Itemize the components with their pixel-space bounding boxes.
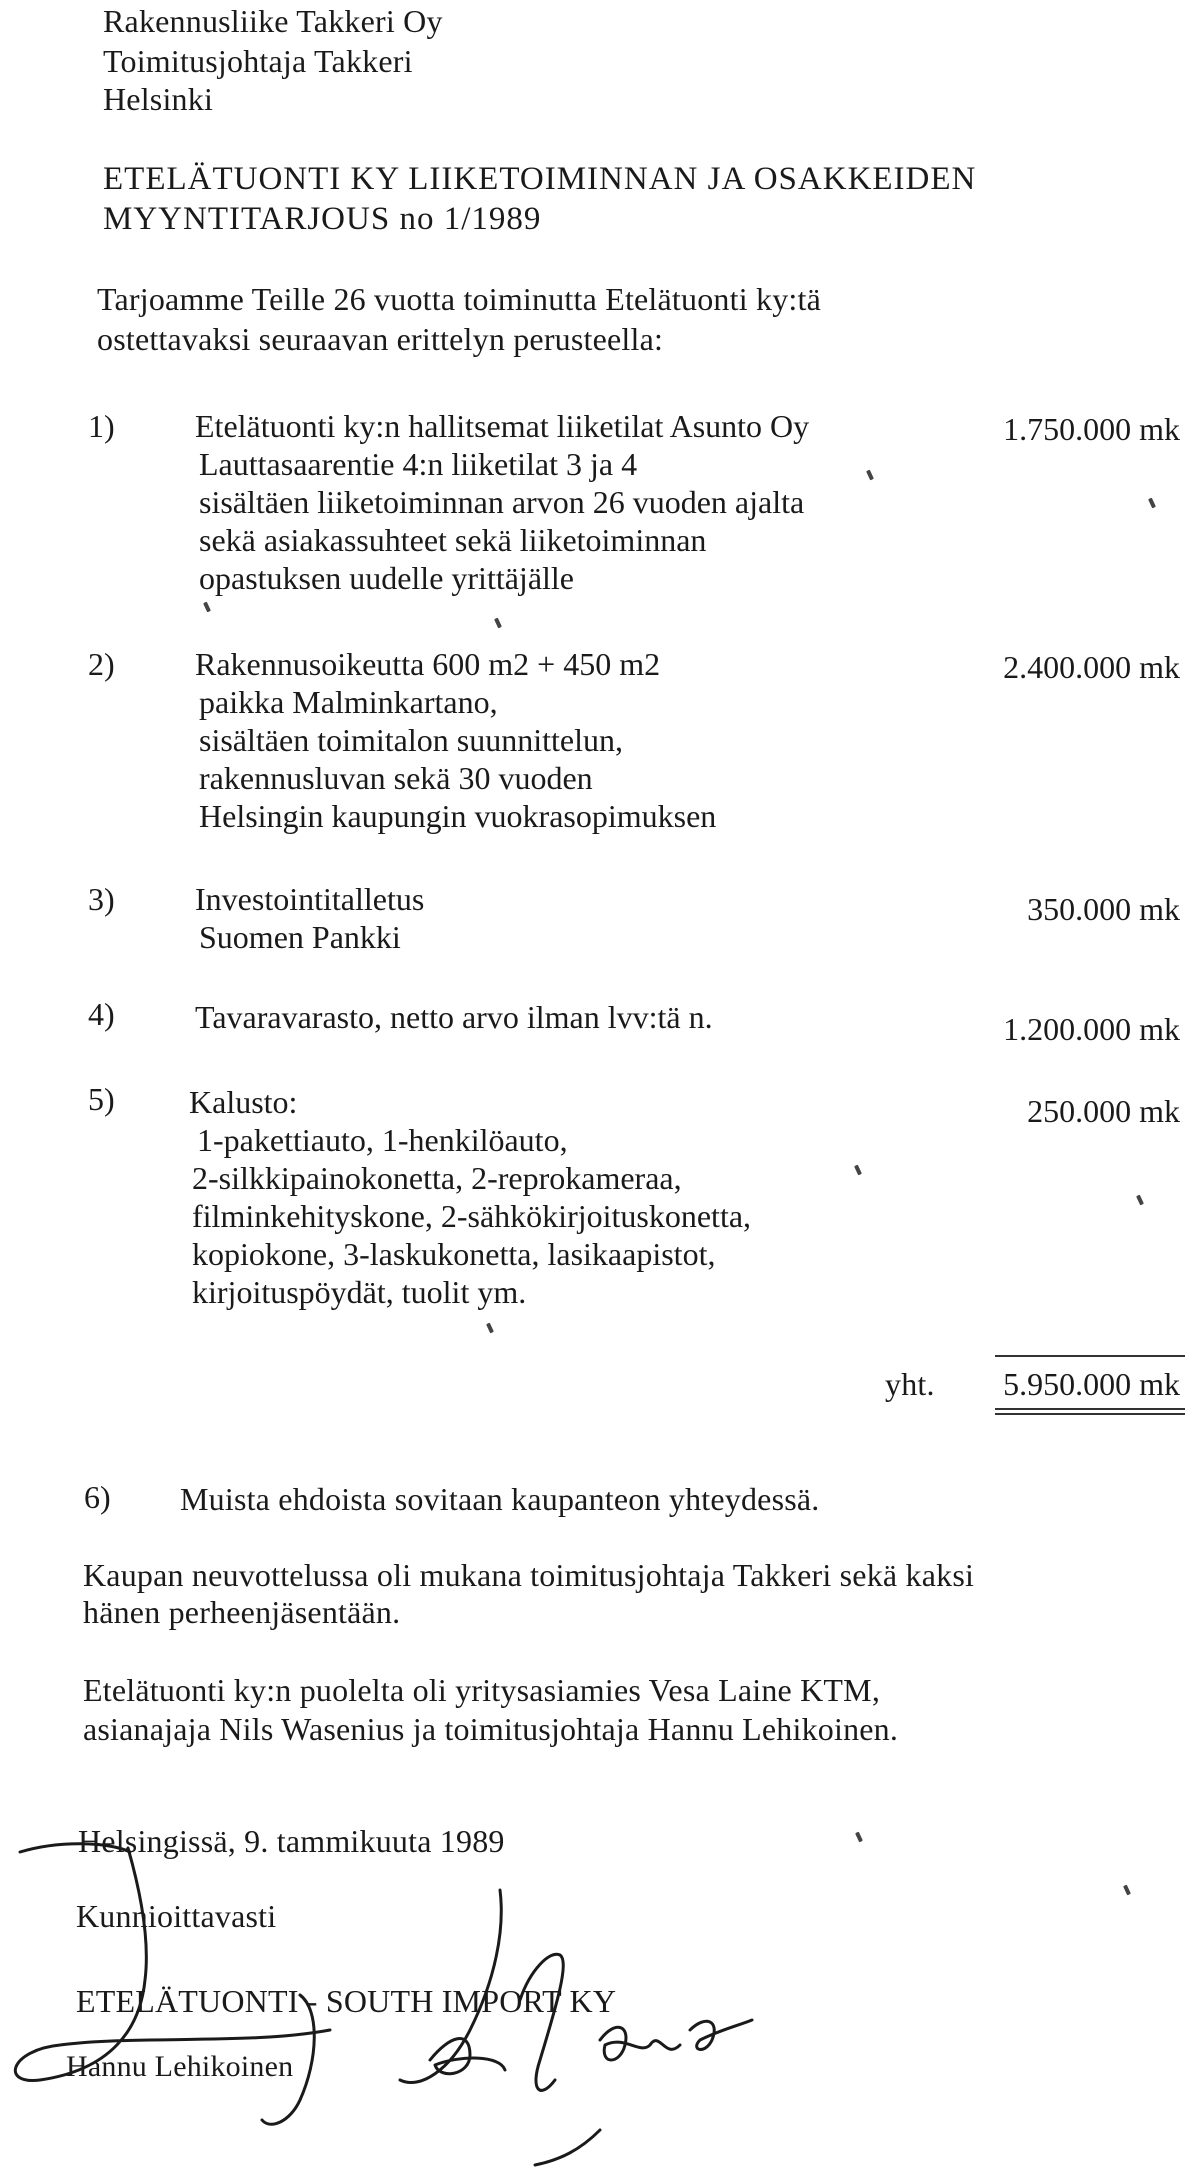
signer-name: Hannu Lehikoinen xyxy=(66,2050,294,2083)
item-number: 2) xyxy=(88,646,115,682)
item-line: Suomen Pankki xyxy=(199,919,401,955)
item-line: sisältäen toimitalon suunnittelun, xyxy=(199,722,623,758)
item-line: Investointitalletus xyxy=(195,881,425,917)
item-number: 6) xyxy=(84,1479,111,1515)
document-title-line1: ETELÄTUONTI KY LIIKETOIMINNAN JA OSAKKEIDEN xyxy=(103,161,977,197)
total-rule-double-2 xyxy=(995,1413,1185,1415)
total-rule-top xyxy=(995,1355,1185,1357)
item-amount: 350.000 mk xyxy=(1027,891,1180,927)
scan-speck xyxy=(1136,1195,1144,1206)
scan-speck xyxy=(855,1832,863,1843)
item-amount: 250.000 mk xyxy=(1027,1093,1180,1129)
item-line: filminkehityskone, 2-sähkökirjoituskonetta, xyxy=(192,1198,752,1234)
item-line: Rakennusoikeutta 600 m2 + 450 m2 xyxy=(195,646,661,682)
intro-line2: ostettavaksi seuraavan erittelyn perusteella: xyxy=(97,321,664,357)
negotiation-para-line1: Kaupan neuvottelussa oli mukana toimitusjohtaja Takkeri sekä kaksi xyxy=(83,1557,975,1593)
item-line: Tavaravarasto, netto arvo ilman lvv:tä n. xyxy=(195,999,713,1035)
scan-speck xyxy=(866,470,874,481)
handwritten-signature xyxy=(0,1830,760,2173)
item-line: sisältäen liiketoiminnan arvon 26 vuoden ajalta xyxy=(199,484,805,520)
scan-speck xyxy=(854,1165,862,1176)
item-line: kopiokone, 3-laskukonetta, lasikaapistot, xyxy=(192,1236,716,1272)
item-number: 3) xyxy=(88,881,115,917)
recipient-city: Helsinki xyxy=(103,81,214,117)
item-line: Kalusto: xyxy=(189,1084,298,1120)
item-description xyxy=(195,407,809,597)
item-line: 1-pakettiauto, 1-henkilöauto, xyxy=(197,1122,568,1158)
recipient-title: Toimitusjohtaja Takkeri xyxy=(103,43,413,79)
item-line: sekä asiakassuhteet sekä liiketoiminnan xyxy=(199,522,707,558)
item-line: 2-silkkipainokonetta, 2-reprokameraa, xyxy=(192,1160,682,1196)
scan-speck xyxy=(1123,1885,1131,1896)
item-line: Lauttasaarentie 4:n liiketilat 3 ja 4 xyxy=(199,446,638,482)
item-number: 4) xyxy=(88,996,115,1032)
company-name: ETELÄTUONTI - SOUTH IMPORT KY xyxy=(76,1983,617,2019)
document-title-line2: MYYNTITARJOUS no 1/1989 xyxy=(103,201,542,237)
closing-regards: Kunnioittavasti xyxy=(76,1898,277,1934)
scan-speck xyxy=(1148,498,1156,509)
item-description xyxy=(195,645,716,835)
item-6-text: Muista ehdoista sovitaan kaupanteon yhteydessä. xyxy=(180,1481,820,1517)
item-line: Helsingin kaupungin vuokrasopimuksen xyxy=(199,798,717,834)
item-amount: 1.750.000 mk xyxy=(1003,411,1180,447)
intro-line1: Tarjoamme Teille 26 vuotta toiminutta Etelätuonti ky:tä xyxy=(97,281,821,317)
negotiation-para-line2: hänen perheenjäsentään. xyxy=(83,1594,401,1630)
item-amount: 1.200.000 mk xyxy=(1003,1011,1180,1047)
item-description xyxy=(189,1083,752,1311)
total-amount: 5.950.000 mk xyxy=(1003,1366,1180,1402)
item-line: rakennusluvan sekä 30 vuoden xyxy=(199,760,593,796)
item-description xyxy=(195,998,713,1036)
place-date: Helsingissä, 9. tammikuuta 1989 xyxy=(78,1823,505,1859)
recipient-company: Rakennusliike Takkeri Oy xyxy=(103,3,443,39)
item-line: Etelätuonti ky:n hallitsemat liiketilat Asunto Oy xyxy=(195,408,810,444)
item-description xyxy=(195,880,424,956)
representatives-para-line1: Etelätuonti ky:n puolelta oli yritysasiamies Vesa Laine KTM, xyxy=(83,1672,881,1708)
item-line: kirjoituspöydät, tuolit ym. xyxy=(192,1274,527,1310)
item-line: opastuksen uudelle yrittäjälle xyxy=(199,560,574,596)
total-label: yht. xyxy=(885,1366,935,1402)
item-amount: 2.400.000 mk xyxy=(1003,649,1180,685)
item-line: paikka Malminkartano, xyxy=(199,684,498,720)
scan-speck xyxy=(494,618,502,629)
representatives-para-line2: asianajaja Nils Wasenius ja toimitusjohtaja Hannu Lehikoinen. xyxy=(83,1711,899,1747)
scan-speck xyxy=(203,602,211,613)
total-rule-double-1 xyxy=(995,1408,1185,1410)
item-number: 1) xyxy=(88,408,115,444)
item-number: 5) xyxy=(88,1081,115,1117)
scan-speck xyxy=(486,1323,494,1334)
